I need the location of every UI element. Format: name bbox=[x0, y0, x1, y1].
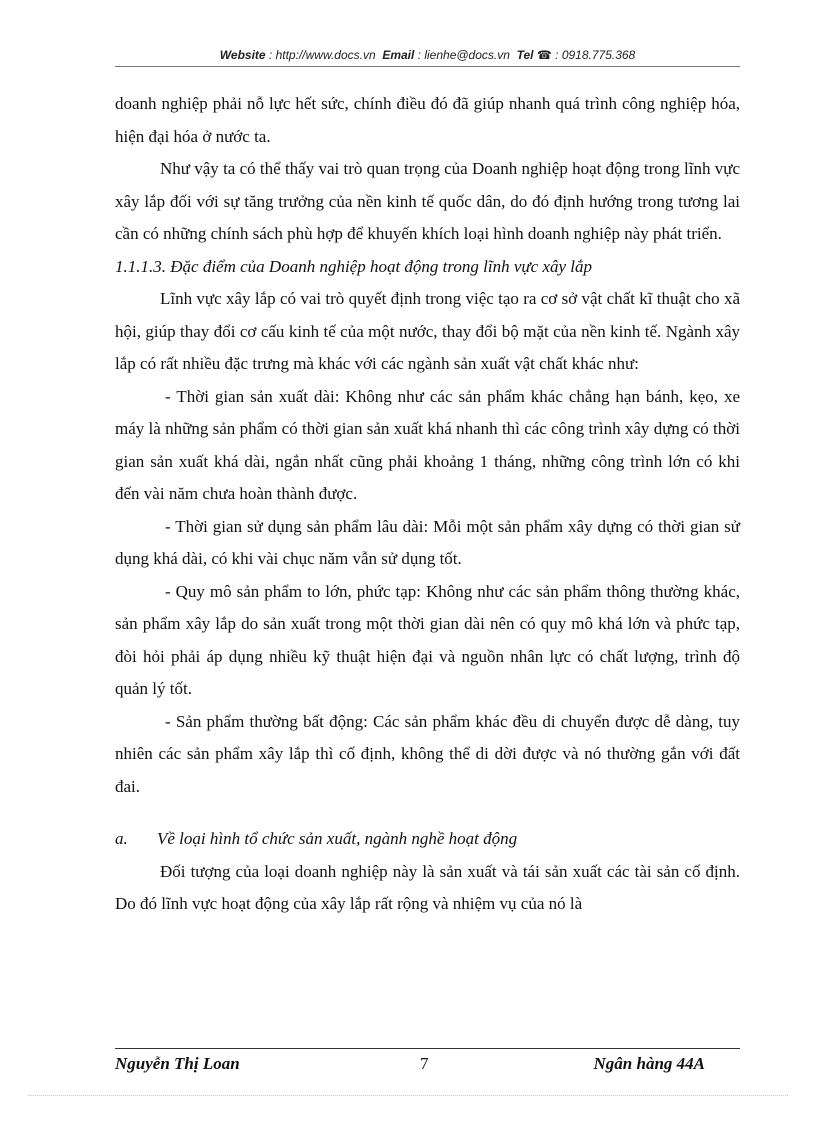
section-heading: 1.1.1.3. Đặc điểm của Doanh nghiệp hoạt động trong lĩnh vực xây lắp bbox=[115, 256, 593, 276]
subsection-a-heading bbox=[115, 823, 740, 856]
phone-icon: ☎ bbox=[536, 48, 552, 62]
document-body bbox=[115, 88, 740, 921]
author-name: Nguyễn Thị Loan bbox=[115, 1054, 240, 1073]
website-label: Website bbox=[219, 48, 266, 62]
page-edge-divider bbox=[28, 1095, 788, 1096]
list-item-1: - Thời gian sản xuất dài: Không như các sản phẩm khác chẳng hạn bánh, kẹo, xe máy là những sản phẩm có thời gian sản xuất khá nhanh thì các công trình xây dựng có thời gian sản xuất khá dài, ngắn nhất cũng phải khoảng 1 tháng, những công trình lớn có khi đến vài năm chưa hoàn thành được. bbox=[115, 386, 740, 503]
subsection-letter: a. bbox=[115, 829, 128, 848]
email-label: Email bbox=[382, 48, 415, 62]
footer-divider bbox=[115, 1048, 740, 1049]
page-number: 7 bbox=[420, 1054, 429, 1073]
paragraph-3: Lĩnh vực xây lắp có vai trò quyết định trong việc tạo ra cơ sở vật chất kĩ thuật cho xã hội, giúp thay đổi cơ cấu kinh tế của một nước, thay đổi bộ mặt của nền kinh tế. Ngành xây lắp có rất nhiều đặc trưng mà khác với các ngành sản xuất vật chất khác như: bbox=[115, 289, 740, 373]
paragraph-4: Đối tượng của loại doanh nghiệp này là sản xuất và tái sản xuất các tài sản cố định. Do đó lĩnh vực hoạt động của xây lắp rất rộng và nhiệm vụ của nó là bbox=[115, 861, 740, 913]
class-name: Ngân hàng 44A bbox=[593, 1054, 705, 1073]
list-item-2: - Thời gian sử dụng sản phẩm lâu dài: Mỗi một sản phẩm xây dựng có thời gian sử dụng khá dài, có khi vài chục năm vẫn sử dụng tốt. bbox=[115, 516, 740, 568]
page-header: Website : http://www.docs.vn Email : lienhe@docs.vn Tel ☎ : 0918.775.368 bbox=[219, 48, 636, 62]
list-item-4: - Sản phẩm thường bất động: Các sản phẩm khác đều di chuyển được dễ dàng, tuy nhiên các sản phẩm xây lắp thì cố định, không thể di dời được và nó thường gắn với đất đai. bbox=[115, 711, 740, 796]
tel-value: 0918.775.368 bbox=[561, 48, 636, 62]
paragraph-2: Như vậy ta có thể thấy vai trò quan trọng của Doanh nghiệp hoạt động trong lĩnh vực xây lắp đối với sự tăng trưởng của nền kinh tế quốc dân, do đó định hướng trong tương lai cần có những chính sách phù hợp để khuyến khích loại hình doanh nghiệp này phát triển. bbox=[115, 159, 740, 243]
list-item-3: - Quy mô sản phẩm to lớn, phức tạp: Không như các sản phẩm thông thường khác, sản phẩm xây lắp do sản xuất trong một thời gian dài nên có quy mô khá lớn và phức tạp, đòi hỏi phải áp dụng nhiều kỹ thuật hiện đại và nguồn nhân lực có chất lượng, trình độ quản lý tốt. bbox=[115, 581, 740, 698]
subsection-title: Về loại hình tổ chức sản xuất, ngành nghề hoạt động bbox=[157, 829, 518, 848]
website-link[interactable]: http://www.docs.vn bbox=[275, 48, 376, 62]
header-divider bbox=[115, 66, 740, 67]
tel-label: Tel bbox=[516, 48, 534, 62]
paragraph-1: doanh nghiệp phải nỗ lực hết sức, chính điều đó đã giúp nhanh quá trình công nghiệp hóa, hiện đại hóa ở nước ta. bbox=[115, 94, 740, 146]
page-footer bbox=[115, 1054, 740, 1078]
email-link[interactable]: lienhe@docs.vn bbox=[424, 48, 510, 62]
